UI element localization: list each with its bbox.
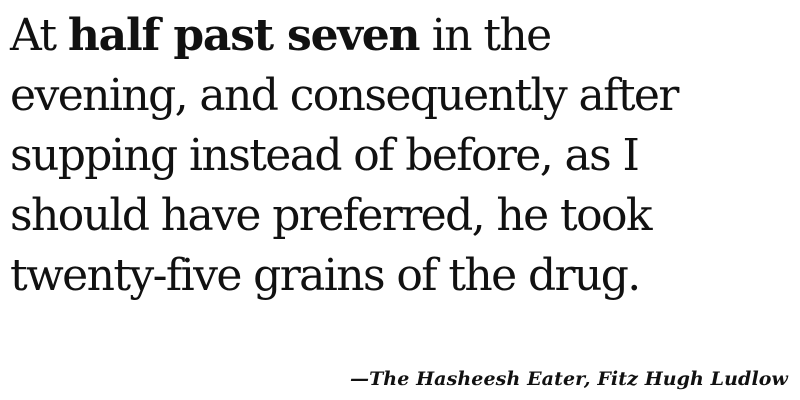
quote-line-4: should have preferred, he took bbox=[10, 190, 651, 241]
quote-attribution: —The Hasheesh Eater, Fitz Hugh Ludlow bbox=[349, 368, 788, 390]
quote-line-1-prefix: At bbox=[10, 10, 68, 61]
quote-emphasis: half past seven bbox=[67, 10, 420, 61]
quote-line-1 bbox=[10, 6, 795, 66]
quote-line-3: supping instead of before, as I bbox=[10, 130, 639, 181]
quote-line-2: evening, and consequently after bbox=[10, 70, 678, 121]
quote-line-1-suffix: in the bbox=[419, 10, 551, 61]
quote-text bbox=[10, 6, 795, 306]
quote-line-5: twenty-five grains of the drug. bbox=[10, 250, 640, 301]
